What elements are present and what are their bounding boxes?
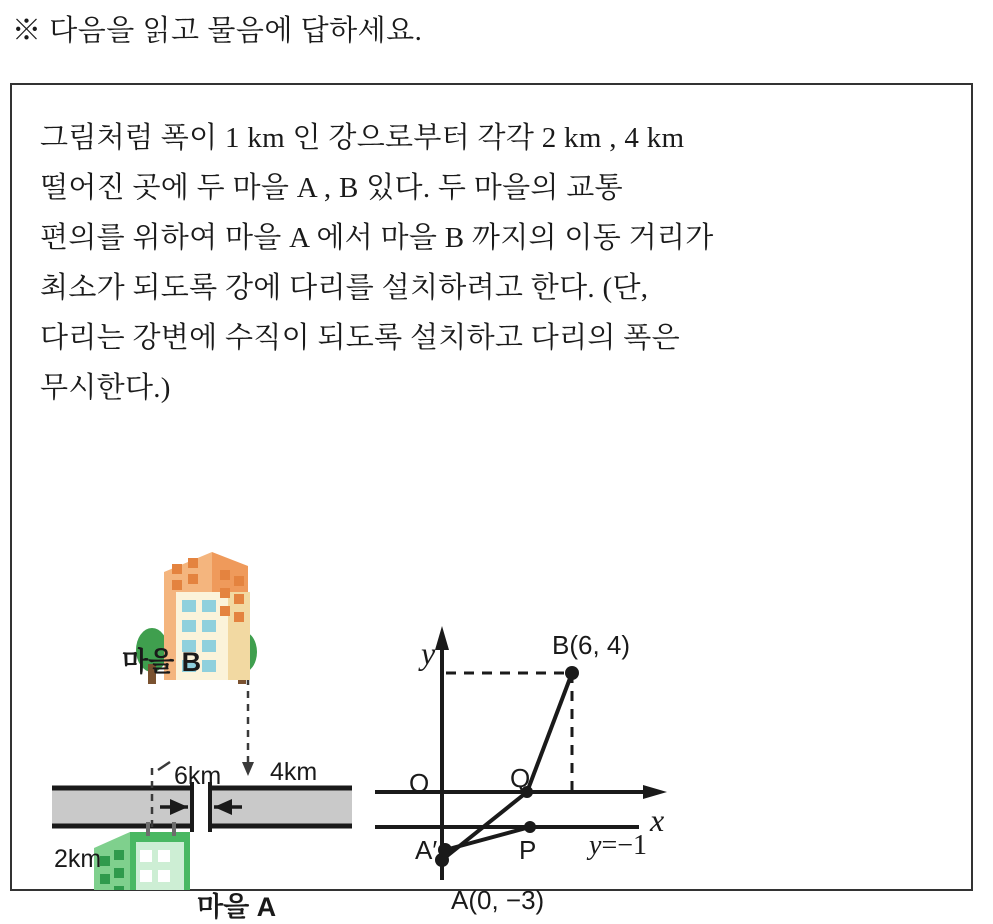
x-axis-label: x bbox=[650, 802, 665, 838]
point-p-label: P bbox=[519, 835, 537, 865]
arrow-down-b bbox=[242, 762, 254, 776]
point-p-dot bbox=[524, 821, 536, 833]
line-equation-variable: y bbox=[589, 830, 602, 861]
point-a-label: A(0, −3) bbox=[451, 885, 545, 915]
illustration-villages-river bbox=[52, 530, 392, 922]
point-a-prime-dot bbox=[438, 843, 452, 857]
line-equation-label bbox=[589, 830, 647, 862]
dimension-2km: 2km bbox=[54, 845, 102, 873]
river-scene-svg bbox=[52, 530, 392, 890]
tick-6km bbox=[158, 762, 170, 770]
dimension-4km: 4km bbox=[270, 758, 318, 786]
instruction-text: ※ 다음을 읽고 물음에 답하세요. bbox=[12, 15, 423, 47]
point-a-prime-label: A′ bbox=[415, 835, 438, 865]
problem-line-4: 최소가 되도록 강에 다리를 설치하려고 한다. (단, bbox=[40, 272, 649, 304]
problem-box bbox=[10, 83, 973, 922]
building-a bbox=[94, 822, 190, 890]
dimension-6km: 6km bbox=[174, 762, 222, 790]
line-equation-rest: =−1 bbox=[601, 830, 648, 861]
label-village-a: 마을 A bbox=[197, 892, 277, 922]
figure-area bbox=[12, 530, 971, 922]
coordinate-graph bbox=[367, 530, 967, 915]
problem-line-5: 다리는 강변에 수직이 되도록 설치하고 다리의 폭은 bbox=[40, 322, 680, 354]
origin-label: O bbox=[409, 768, 430, 798]
y-axis-label: y bbox=[421, 635, 436, 671]
problem-statement bbox=[40, 113, 950, 413]
path-aprime-p bbox=[445, 827, 530, 850]
point-b-dot bbox=[565, 666, 579, 680]
point-q-label: Q bbox=[510, 763, 531, 793]
problem-line-3: 편의를 위하여 마을 A 에서 마을 B 까지의 이동 거리가 bbox=[40, 222, 714, 254]
problem-line-1: 그림처럼 폭이 1 km 인 강으로부터 각각 2 km , 4 km bbox=[40, 122, 685, 154]
problem-line-6: 무시한다.) bbox=[40, 372, 171, 404]
label-village-b: 마을 B bbox=[122, 647, 202, 677]
problem-line-2: 떨어진 곳에 두 마을 A , B 있다. 두 마을의 교통 bbox=[40, 172, 623, 204]
point-b-label: B(6, 4) bbox=[552, 630, 631, 660]
dashed-guides-b bbox=[446, 673, 572, 792]
